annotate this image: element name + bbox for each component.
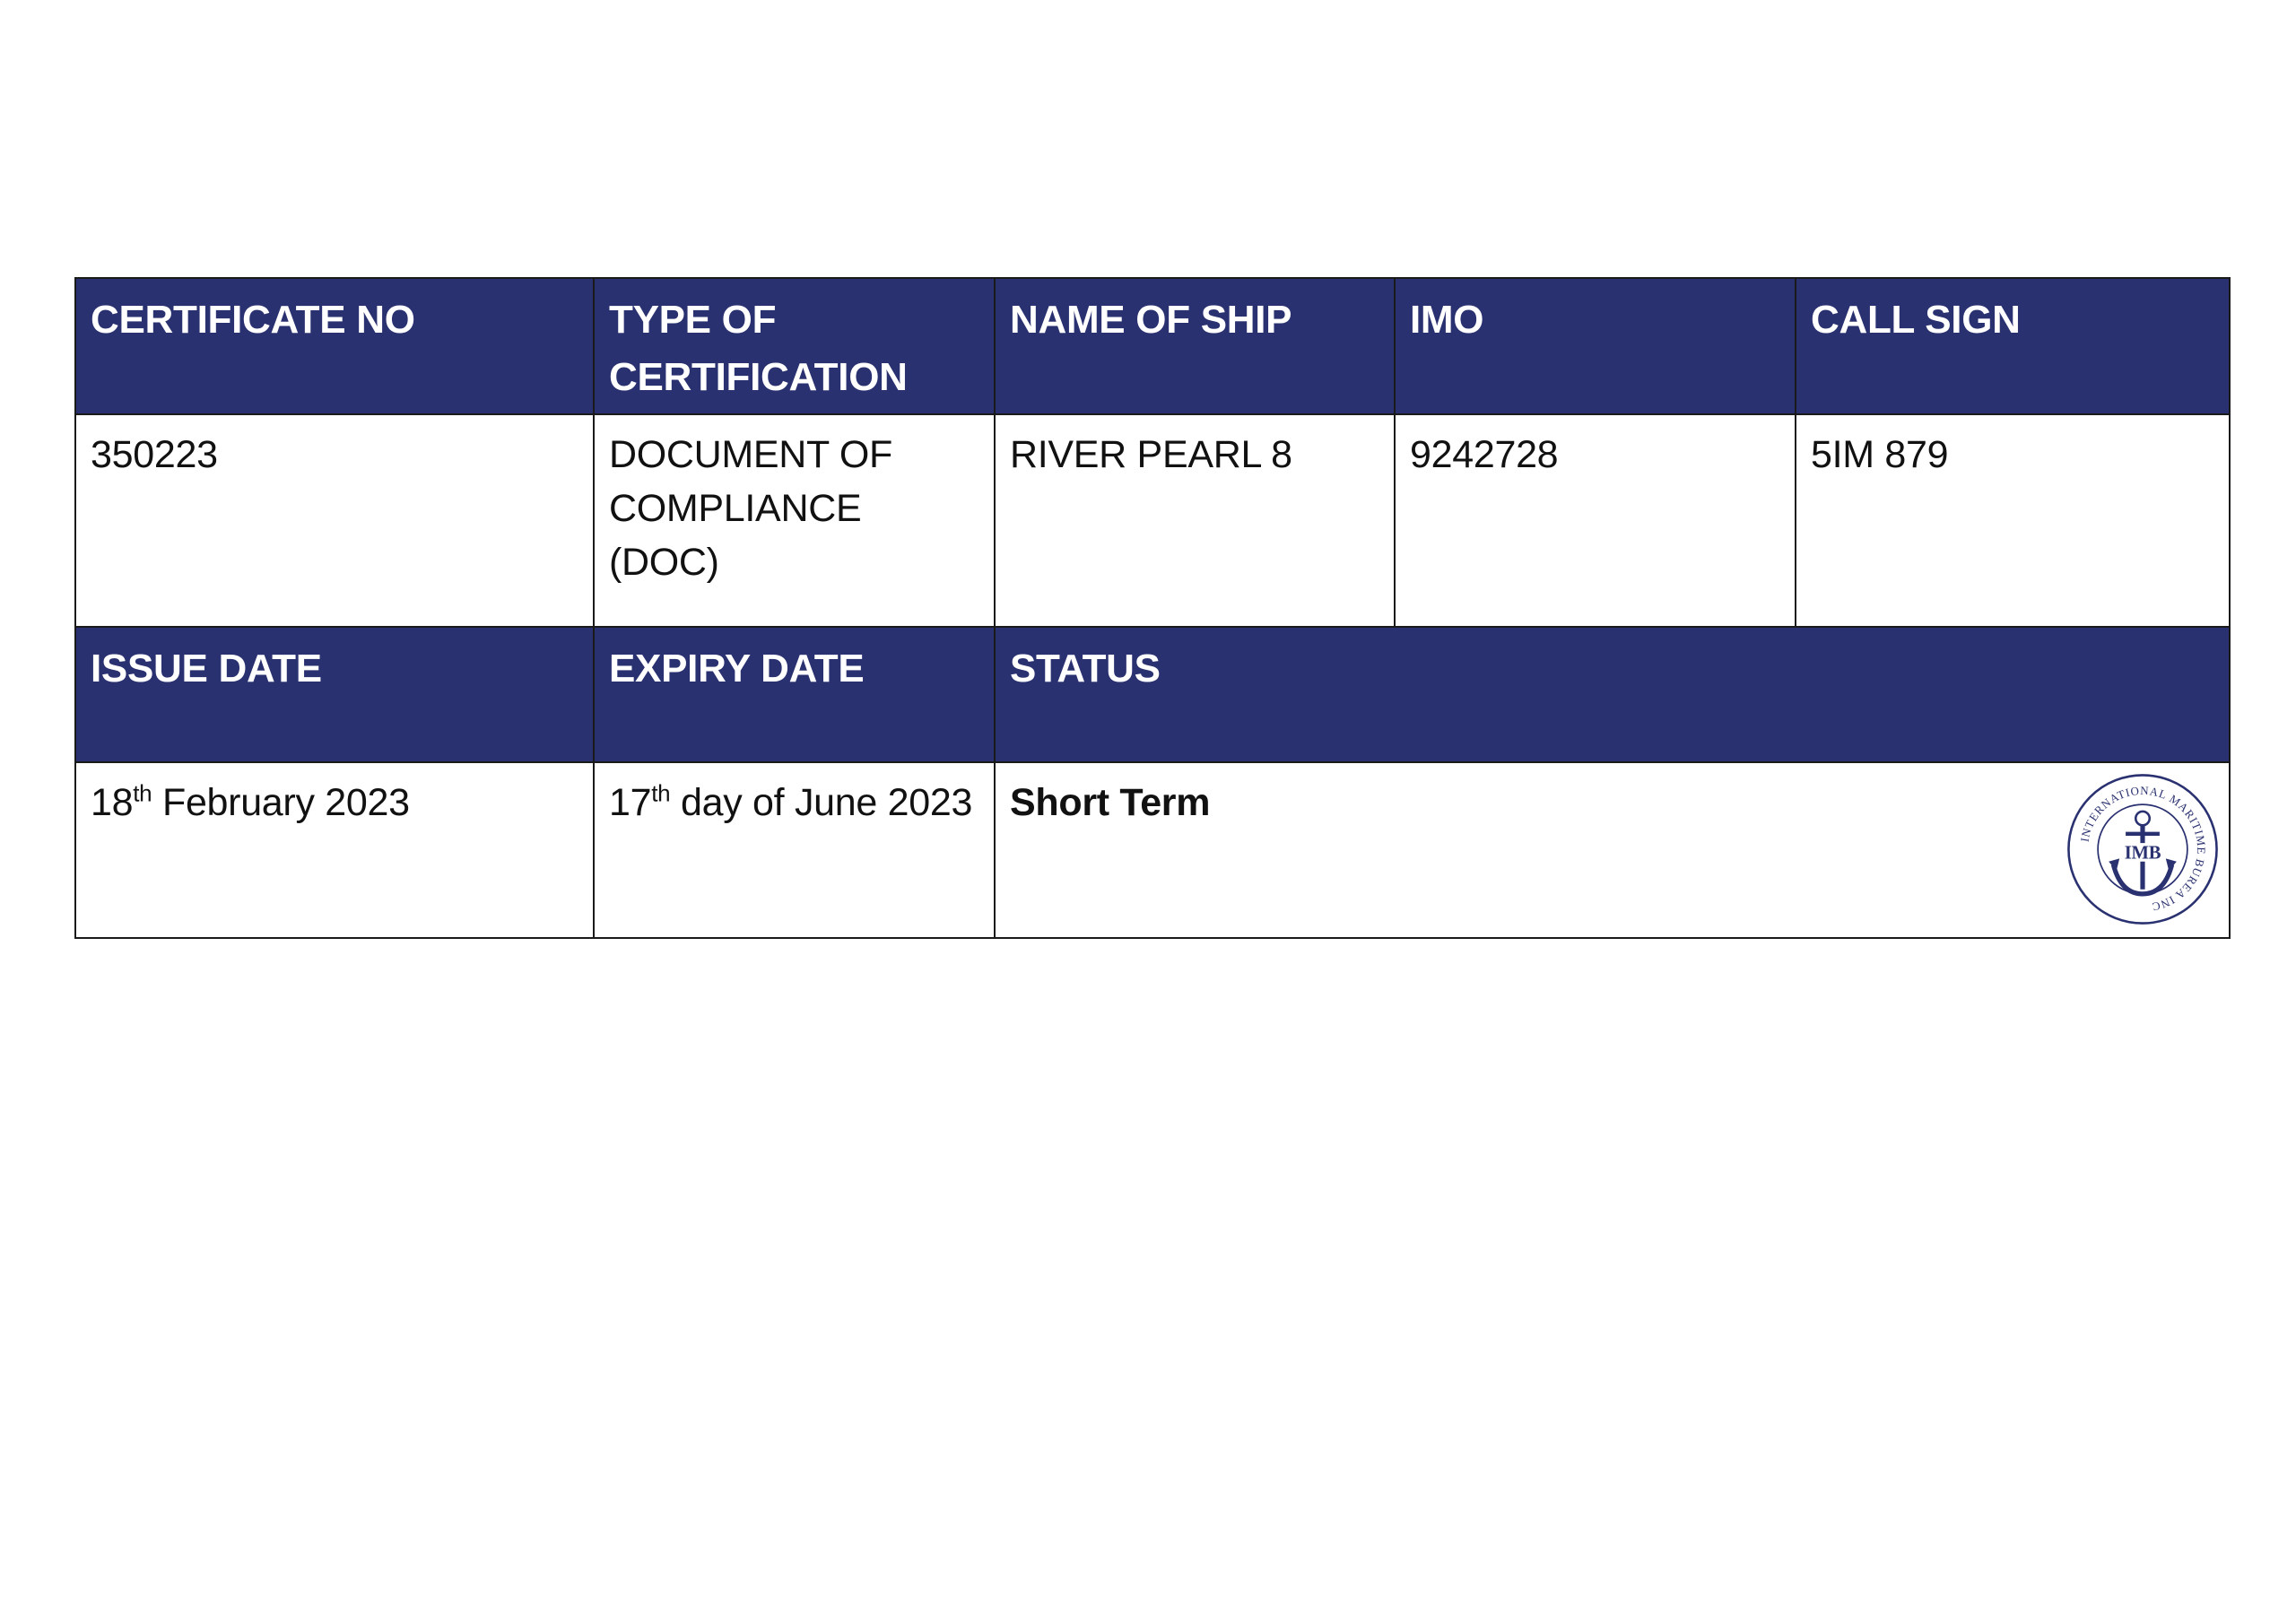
- header-type-of-certification: TYPE OF CERTIFICATION: [594, 278, 995, 414]
- status-value-cell: [995, 762, 2230, 938]
- imb-seal-icon: [2066, 772, 2220, 926]
- header-status: STATUS: [995, 627, 2230, 762]
- header-row-2: [75, 627, 2230, 762]
- issue-date-day: 18: [91, 781, 134, 824]
- header-name-of-ship: NAME OF SHIP: [995, 278, 1395, 414]
- call-sign-value: 5IM 879: [1796, 414, 2230, 627]
- certificate-table: [74, 277, 2231, 939]
- seal-ring-text: INTERNATIONAL MARITIME BUREA INC: [2078, 784, 2208, 914]
- expiry-date-suffix: th: [651, 779, 671, 807]
- header-certificate-no: CERTIFICATE NO: [75, 278, 594, 414]
- seal-center-text: IMB: [2124, 843, 2161, 864]
- header-call-sign: CALL SIGN: [1796, 278, 2230, 414]
- header-row-1: [75, 278, 2230, 414]
- issue-date-suffix: th: [133, 779, 152, 807]
- type-of-certification-value: DOCUMENT OF COMPLIANCE (DOC): [594, 414, 995, 627]
- imo-value: 9242728: [1395, 414, 1796, 627]
- certificate-no-value: 350223: [75, 414, 594, 627]
- issue-date-value: [75, 762, 594, 938]
- name-of-ship-value: RIVER PEARL 8: [995, 414, 1395, 627]
- values-row-1: [75, 414, 2230, 627]
- header-expiry-date: EXPIRY DATE: [594, 627, 995, 762]
- expiry-date-rest: day of June 2023: [670, 781, 973, 824]
- expiry-date-day: 17: [609, 781, 652, 824]
- status-value: Short Term: [1010, 781, 1211, 824]
- issue-date-rest: February 2023: [152, 781, 410, 824]
- header-imo: IMO: [1395, 278, 1796, 414]
- values-row-2: [75, 762, 2230, 938]
- expiry-date-value: [594, 762, 995, 938]
- header-issue-date: ISSUE DATE: [75, 627, 594, 762]
